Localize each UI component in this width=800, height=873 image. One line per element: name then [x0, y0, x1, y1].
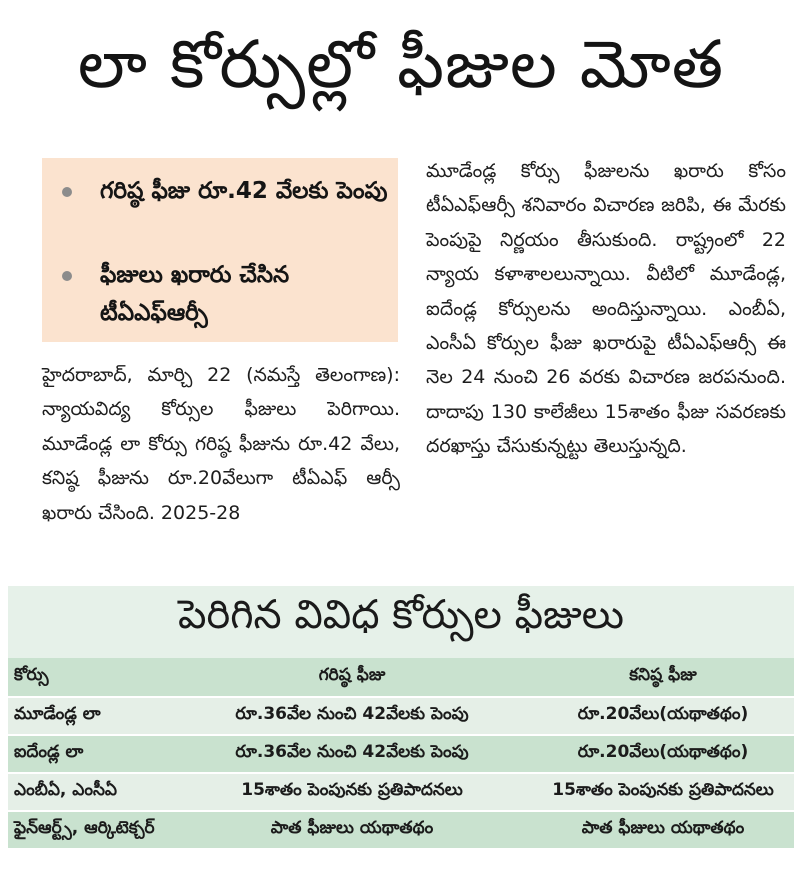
table-row — [8, 697, 794, 735]
fees-table — [8, 658, 794, 850]
cell-max-fee: 15శాతం పెంపునకు ప్రతిపాదనలు — [196, 773, 508, 811]
article-right-column: మూడేండ్ల కోర్సు ఫీజులను ఖరారు కోసం టీఏఎఫ్‌ఆర్సీ శనివారం విచారణ జరిపి, ఈ మేరకు పెంపుపై నిర్ణయం తీసుకుంది. రాష్ట్రంలో 22 న్యాయ కళాశాలలున్నాయి. వీటిలో మూడేండ్ల, ఐదేండ్ల కోర్సులను అందిస్తున్నాయి. ఎంబీఏ, ఎంసీఏ కోర్సుల ఫీజు ఖరారుపై టీఏఎఫ్‌ఆర్సీ ఈ నెల 24 నుంచి 26 వరకు విచారణ జరపనుంది. దాదాపు 130 కాలేజీలు 15శాతం ఫీజు సవరణకు దరఖాస్తు చేసుకున్నట్టు తెలుస్తున్నది. — [426, 160, 786, 458]
cell-course: మూడేండ్ల లా — [8, 697, 196, 735]
table-title: పెరిగిన వివిధ కోర్సుల ఫీజులు — [178, 592, 624, 638]
article-left-column: హైదరాబాద్‌, మార్చి 22 (నమస్తే తెలంగాణ): న్యాయవిద్య కోర్సుల ఫీజులు పెరిగాయి. మూడేండ్ల లా కోర్సు గరిష్ఠ ఫీజును రూ.42 వేలు, కనిష్ఠ ఫీజును రూ.20వేలుగా టీఏఎఫ్‌ ఆర్సీ ఖరారు చేసింది. 2025-28 — [42, 364, 400, 524]
table-row — [8, 735, 794, 773]
table-row — [8, 811, 794, 849]
cell-max-fee: రూ.36వేల నుంచి 42వేలకు పెంపు — [196, 697, 508, 735]
news-clipping — [8, 8, 794, 860]
header-min-fee: కనిష్ఠ ఫీజు — [508, 658, 794, 697]
cell-min-fee: రూ.20వేలు(యథాతథం) — [508, 735, 794, 773]
cell-course: ఎంబీఏ, ఎంసీఏ — [8, 773, 196, 811]
header-course: కోర్సు — [8, 658, 196, 697]
headline: లా కోర్సుల్లో ఫీజుల మోత — [77, 26, 725, 103]
bullet-dot-icon — [62, 187, 72, 197]
header-max-fee: గరిష్ఠ ఫీజు — [196, 658, 508, 697]
cell-max-fee: రూ.36వేల నుంచి 42వేలకు పెంపు — [196, 735, 508, 773]
cell-min-fee: 15శాతం పెంపునకు ప్రతిపాదనలు — [508, 773, 794, 811]
cell-course: ఫైన్‌ఆర్ట్స్‌, ఆర్కిటెక్చర్‌ — [8, 811, 196, 849]
highlight-item — [62, 256, 390, 332]
table-header-row — [8, 658, 794, 697]
cell-course: ఐదేండ్ల లా — [8, 735, 196, 773]
highlight-text: ఫీజులు ఖరారు చేసిన టీఏఎఫ్‌ఆర్సీ — [100, 262, 290, 326]
cell-max-fee: పాత ఫీజులు యథాతథం — [196, 811, 508, 849]
bullet-dot-icon — [62, 271, 72, 281]
table-row — [8, 773, 794, 811]
highlight-text: గరిష్ఠ ఫీజు రూ.42 వేలకు పెంపు — [100, 178, 388, 204]
cell-min-fee: పాత ఫీజులు యథాతథం — [508, 811, 794, 849]
table-section-header — [8, 586, 794, 658]
highlight-item — [62, 172, 390, 210]
cell-min-fee: రూ.20వేలు(యథాతథం) — [508, 697, 794, 735]
highlight-box — [42, 158, 398, 342]
